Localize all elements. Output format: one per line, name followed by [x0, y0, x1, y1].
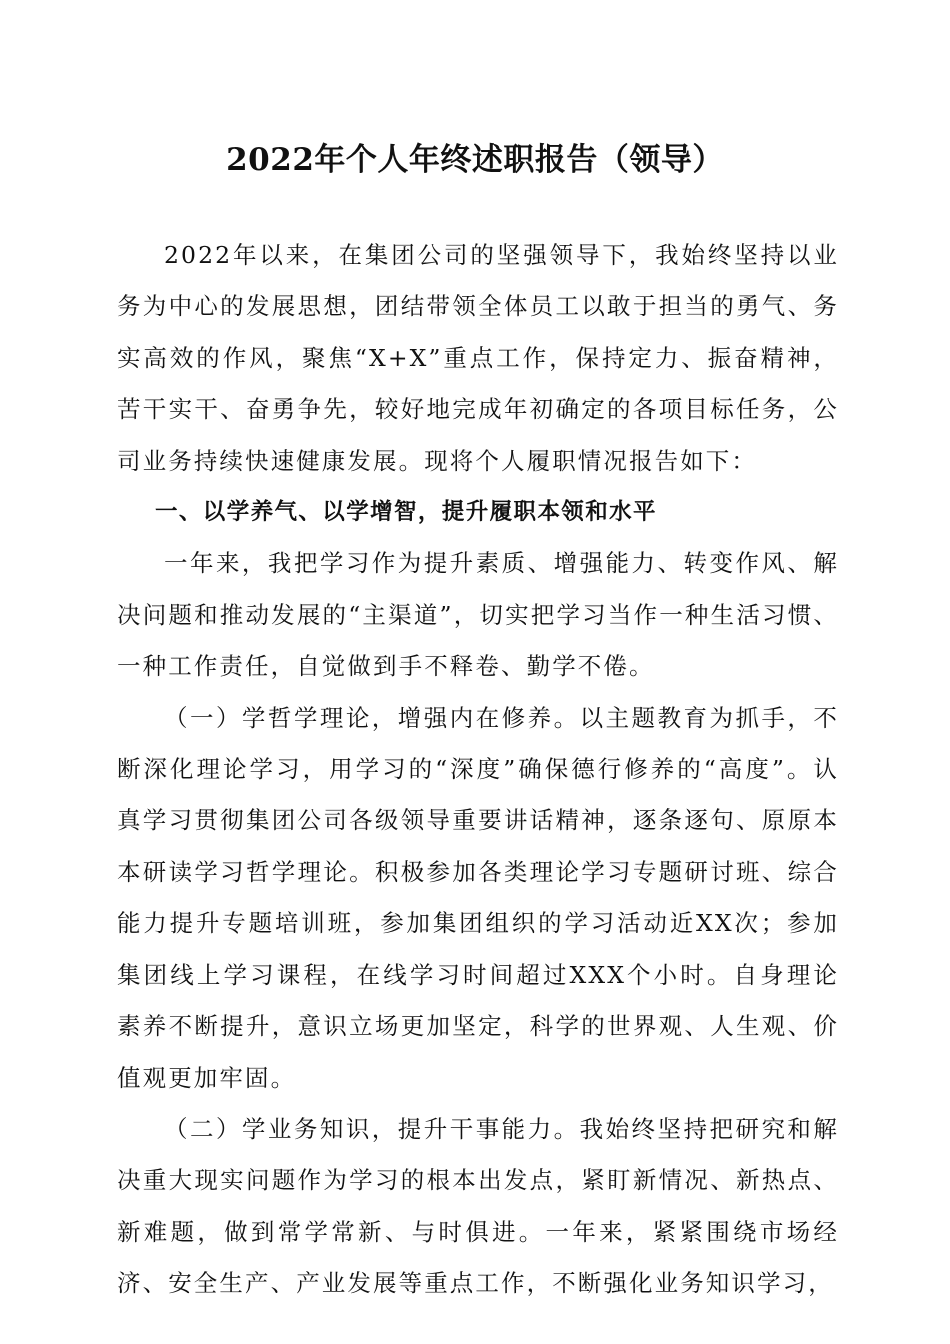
subsection-1-text: 以主题教育为抓手，不断深化理论学习，用学习的“深度”确保德行修养的“高度”。认真学习贯彻集团公司各级领导重要讲话精神，逐条逐句、原原本本研读学习哲学理论。积极参加各类理论学习专题研讨班、综合能力提升专题培训班，参加集团组织的学习活动近XX次；参加集团线上学习课程，在线学习时间超过XXX个小时。自身理论素养不断提升，意识立场更加坚定，科学的世界观、人生观、价值观更加牢固。 [117, 703, 839, 1092]
subsection-2-lead: （二）学业务知识，提升干事能力。 [164, 1114, 580, 1143]
document-title: 2022年个人年终述职报告（领导） [226, 142, 724, 178]
subsection-1-paragraph [117, 693, 839, 1104]
section1-intro-paragraph: 一年来，我把学习作为提升素质、增强能力、转变作风、解决问题和推动发展的“主渠道”，切实把学习当作一种生活习惯、一种工作责任，自觉做到手不释卷、勤学不倦。 [117, 549, 839, 681]
subsection-2-text: 我始终坚持把研究和解决重大现实问题作为学习的根本出发点，紧盯新情况、新热点、新难题，做到常学常新、与时俱进。一年来，紧紧围绕市场经济、安全生产、产业发展等重点工作，不断强化业务知识学习， [117, 1114, 839, 1298]
intro-paragraph: 2022年以来，在集团公司的坚强领导下，我始终坚持以业务为中心的发展思想，团结带领全体员工以敢于担当的勇气、务实高效的作风，聚焦“X+X”重点工作，保持定力、振奋精神，苦干实干、奋勇争先，较好地完成年初确定的各项目标任务，公司业务持续快速健康发展。现将个人履职情况报告如下： [117, 241, 839, 475]
document-body [117, 230, 839, 1310]
section-heading-1: 一、以学养气、以学增智，提升履职本领和水平 [155, 499, 657, 526]
subsection-2-paragraph [117, 1104, 839, 1310]
subsection-1-lead: （一）学哲学理论，增强内在修养。 [164, 703, 580, 732]
